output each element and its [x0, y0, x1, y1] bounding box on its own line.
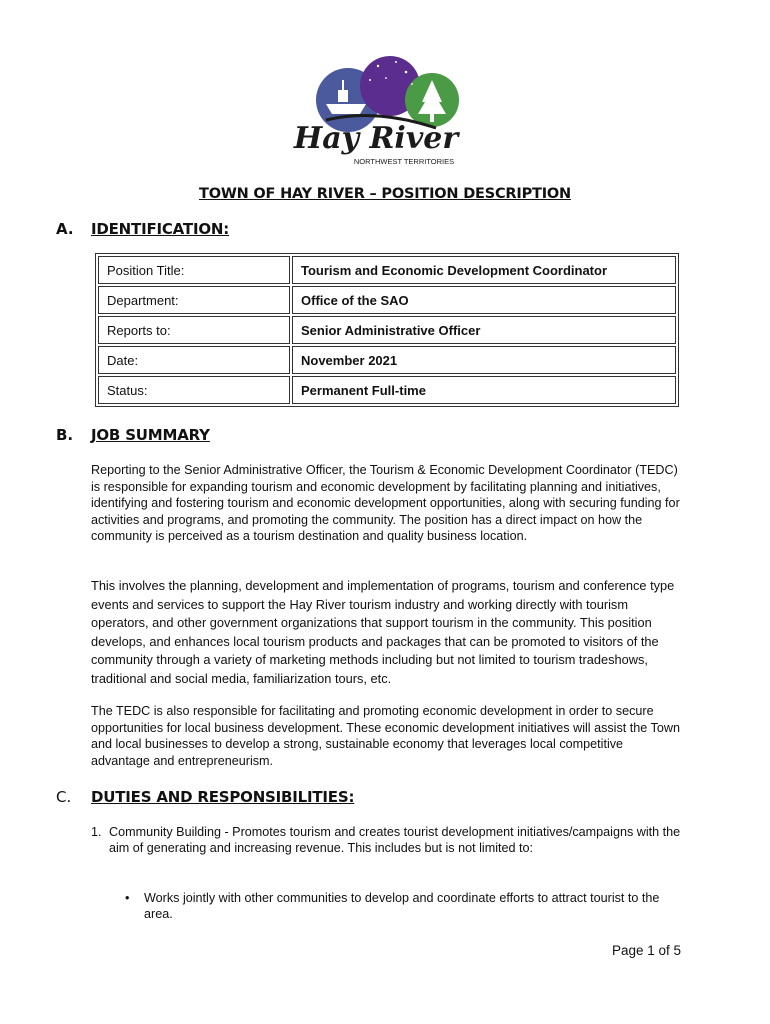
reports-to-label: Reports to:: [98, 316, 290, 344]
page-number: Page 1 of 5: [612, 943, 682, 958]
section-c-letter: C.: [56, 788, 72, 806]
summary-paragraph-3: The TEDC is also responsible for facilitating and promoting economic development in order to secure opportunities for local business development. These economic development initiatives will assist the Town and local businesses to develop a strong, sustainable economy that leverages local competitive advantage and entrepreneurism.: [91, 704, 680, 768]
section-b-heading: JOB SUMMARY: [91, 426, 210, 444]
bullet-dot-icon: •: [125, 891, 130, 905]
section-b-letter: B.: [56, 426, 74, 444]
date-value: November 2021: [292, 346, 676, 374]
table-row: [98, 376, 676, 404]
status-label: Status:: [98, 376, 290, 404]
duty-bullet-1: [125, 890, 685, 923]
status-value: Permanent Full-time: [292, 376, 676, 404]
document-title: TOWN OF HAY RIVER – POSITION DESCRIPTION: [199, 186, 571, 202]
department-label: Department:: [98, 286, 290, 314]
position-title-label: Position Title:: [98, 256, 290, 284]
logo-subtitle: NORTHWEST TERRITORIES: [353, 157, 455, 166]
duty-item-1: [91, 824, 681, 857]
section-a-heading: IDENTIFICATION:: [91, 220, 230, 238]
summary-paragraph-1: Reporting to the Senior Administrative Officer, the Tourism & Economic Development Coordinator (TEDC) is responsible for expanding tourism and economic development by facilitating planning and initiatives, identifying and fostering tourism and economic development opportunities, along with securing funding for activities and programs, and promoting the community. The position has a direct impact on how the community is perceived as a tourism destination and quality business location.: [91, 463, 680, 544]
date-label: Date:: [98, 346, 290, 374]
duty-item-text: Community Building - Promotes tourism and creates tourist development initiatives/campaigns with the aim of generating and increasing revenue. This includes but is not limited to:: [109, 825, 681, 856]
section-c-heading: DUTIES AND RESPONSIBILITIES:: [91, 788, 355, 806]
identification-table: [95, 253, 679, 407]
position-title-value: Tourism and Economic Development Coordinator: [292, 256, 676, 284]
logo-wordmark: Hay River: [293, 121, 459, 156]
table-row: [98, 346, 676, 374]
reports-to-value: Senior Administrative Officer: [292, 316, 676, 344]
duty-item-number: 1.: [91, 825, 102, 839]
table-row: [98, 286, 676, 314]
table-row: [98, 256, 676, 284]
department-value: Office of the SAO: [292, 286, 676, 314]
hay-river-logo: [286, 50, 466, 168]
table-row: [98, 316, 676, 344]
summary-paragraph-2: This involves the planning, development and implementation of programs, tourism and conference type events and services to support the Hay River tourism industry and working directly with tourism operators, and other government organizations that support tourism in the community. This position develops, and enhances local tourism products and packages that can be promoted to visitors of the community through a variety of marketing methods including but not limited to tourism tradeshows, traditional and social media, familiarization tours, etc.: [91, 578, 675, 686]
section-a-letter: A.: [56, 220, 74, 238]
duty-bullet-text: Works jointly with other communities to develop and coordinate efforts to attract tourist to the area.: [144, 891, 660, 922]
